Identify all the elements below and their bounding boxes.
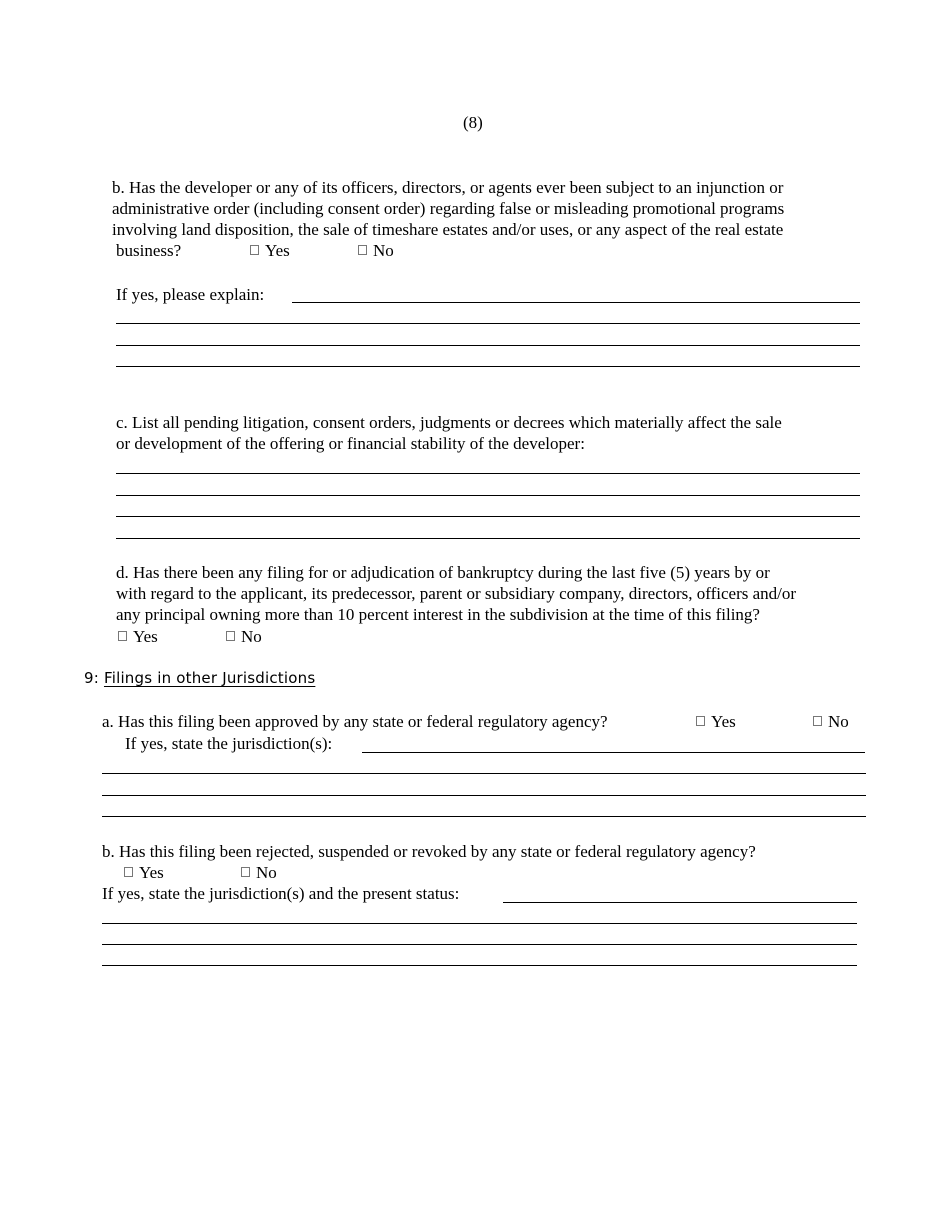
section-9-number: 9: xyxy=(84,669,99,687)
q9a-yes-option[interactable] xyxy=(696,711,736,732)
q9b-no-checkbox[interactable] xyxy=(241,867,250,877)
q9a-jurisdiction-field-line-3[interactable] xyxy=(102,795,866,796)
page-number: (8) xyxy=(463,113,483,132)
question-8d-line-3: any principal owning more than 10 percent interest in the subdivision at the time of this filing? xyxy=(116,605,760,624)
q8b-no-option[interactable] xyxy=(358,240,394,261)
question-8b-line-3: involving land disposition, the sale of timeshare estates and/or uses, or any aspect of the real estate xyxy=(112,220,784,239)
q8d-no-label: No xyxy=(241,627,262,646)
question-9a-text: a. Has this filing been approved by any state or federal regulatory agency? xyxy=(102,712,608,731)
q8b-yes-label: Yes xyxy=(265,241,290,260)
q9b-status-field-line-1[interactable] xyxy=(503,902,857,903)
q8d-yes-label: Yes xyxy=(133,627,158,646)
q9b-yes-checkbox[interactable] xyxy=(124,867,133,877)
q8b-no-checkbox[interactable] xyxy=(358,245,367,255)
q9a-no-checkbox[interactable] xyxy=(813,716,822,726)
q9b-no-option[interactable] xyxy=(241,862,277,883)
q8c-answer-line-2[interactable] xyxy=(116,495,860,496)
q8b-yes-checkbox[interactable] xyxy=(250,245,259,255)
q8b-no-label: No xyxy=(373,241,394,260)
question-8d-line-2: with regard to the applicant, its predecessor, parent or subsidiary company, directors, officers and/or xyxy=(116,584,797,603)
q8b-explain-field-line-4[interactable] xyxy=(116,366,860,367)
q9b-status-field-line-3[interactable] xyxy=(102,944,857,945)
q8b-explain-field-line-3[interactable] xyxy=(116,345,860,346)
q8c-answer-line-3[interactable] xyxy=(116,516,860,517)
q9a-yes-label: Yes xyxy=(711,712,736,731)
q9b-yes-option[interactable] xyxy=(124,862,164,883)
q8b-yes-option[interactable] xyxy=(250,240,290,261)
q9b-status-field-line-2[interactable] xyxy=(102,923,857,924)
q9b-status-field-line-4[interactable] xyxy=(102,965,857,966)
section-9-title: Filings in other Jurisdictions xyxy=(103,669,316,687)
q9a-jurisdiction-field-line-1[interactable] xyxy=(362,752,865,753)
question-8b-line-1: b. Has the developer or any of its officers, directors, or agents ever been subject to an injunction or xyxy=(112,178,784,197)
section-9-heading xyxy=(84,669,315,687)
q8d-no-checkbox[interactable] xyxy=(226,631,235,641)
question-8b-line-2: administrative order (including consent order) regarding false or misleading promotional programs xyxy=(112,199,785,218)
q8d-yes-option[interactable] xyxy=(118,626,158,647)
q9b-status-label: If yes, state the jurisdiction(s) and the present status: xyxy=(102,884,460,903)
q8c-answer-line-4[interactable] xyxy=(116,538,860,539)
q9b-yes-label: Yes xyxy=(139,863,164,882)
question-8c-line-2: or development of the offering or financial stability of the developer: xyxy=(116,434,585,453)
q8b-explain-field-line-1[interactable] xyxy=(292,302,860,303)
question-8c-line-1: c. List all pending litigation, consent orders, judgments or decrees which materially affect the sale xyxy=(116,413,782,432)
q8d-yes-checkbox[interactable] xyxy=(118,631,127,641)
q9a-jurisdiction-field-line-4[interactable] xyxy=(102,816,866,817)
q9a-jurisdiction-field-line-2[interactable] xyxy=(102,773,866,774)
q8b-explain-label: If yes, please explain: xyxy=(116,285,265,304)
q9a-no-option[interactable] xyxy=(813,711,849,732)
question-9b-text: b. Has this filing been rejected, suspended or revoked by any state or federal regulatory agency? xyxy=(102,842,756,861)
q9a-no-label: No xyxy=(828,712,849,731)
q8c-answer-line-1[interactable] xyxy=(116,473,860,474)
q9a-jurisdiction-label: If yes, state the jurisdiction(s): xyxy=(125,734,333,753)
q8b-explain-field-line-2[interactable] xyxy=(116,323,860,324)
question-8d-line-1: d. Has there been any filing for or adjudication of bankruptcy during the last five (5) years by or xyxy=(116,563,770,582)
q8d-no-option[interactable] xyxy=(226,626,262,647)
question-8b-line-4: business? xyxy=(116,241,182,260)
q9b-no-label: No xyxy=(256,863,277,882)
q9a-yes-checkbox[interactable] xyxy=(696,716,705,726)
